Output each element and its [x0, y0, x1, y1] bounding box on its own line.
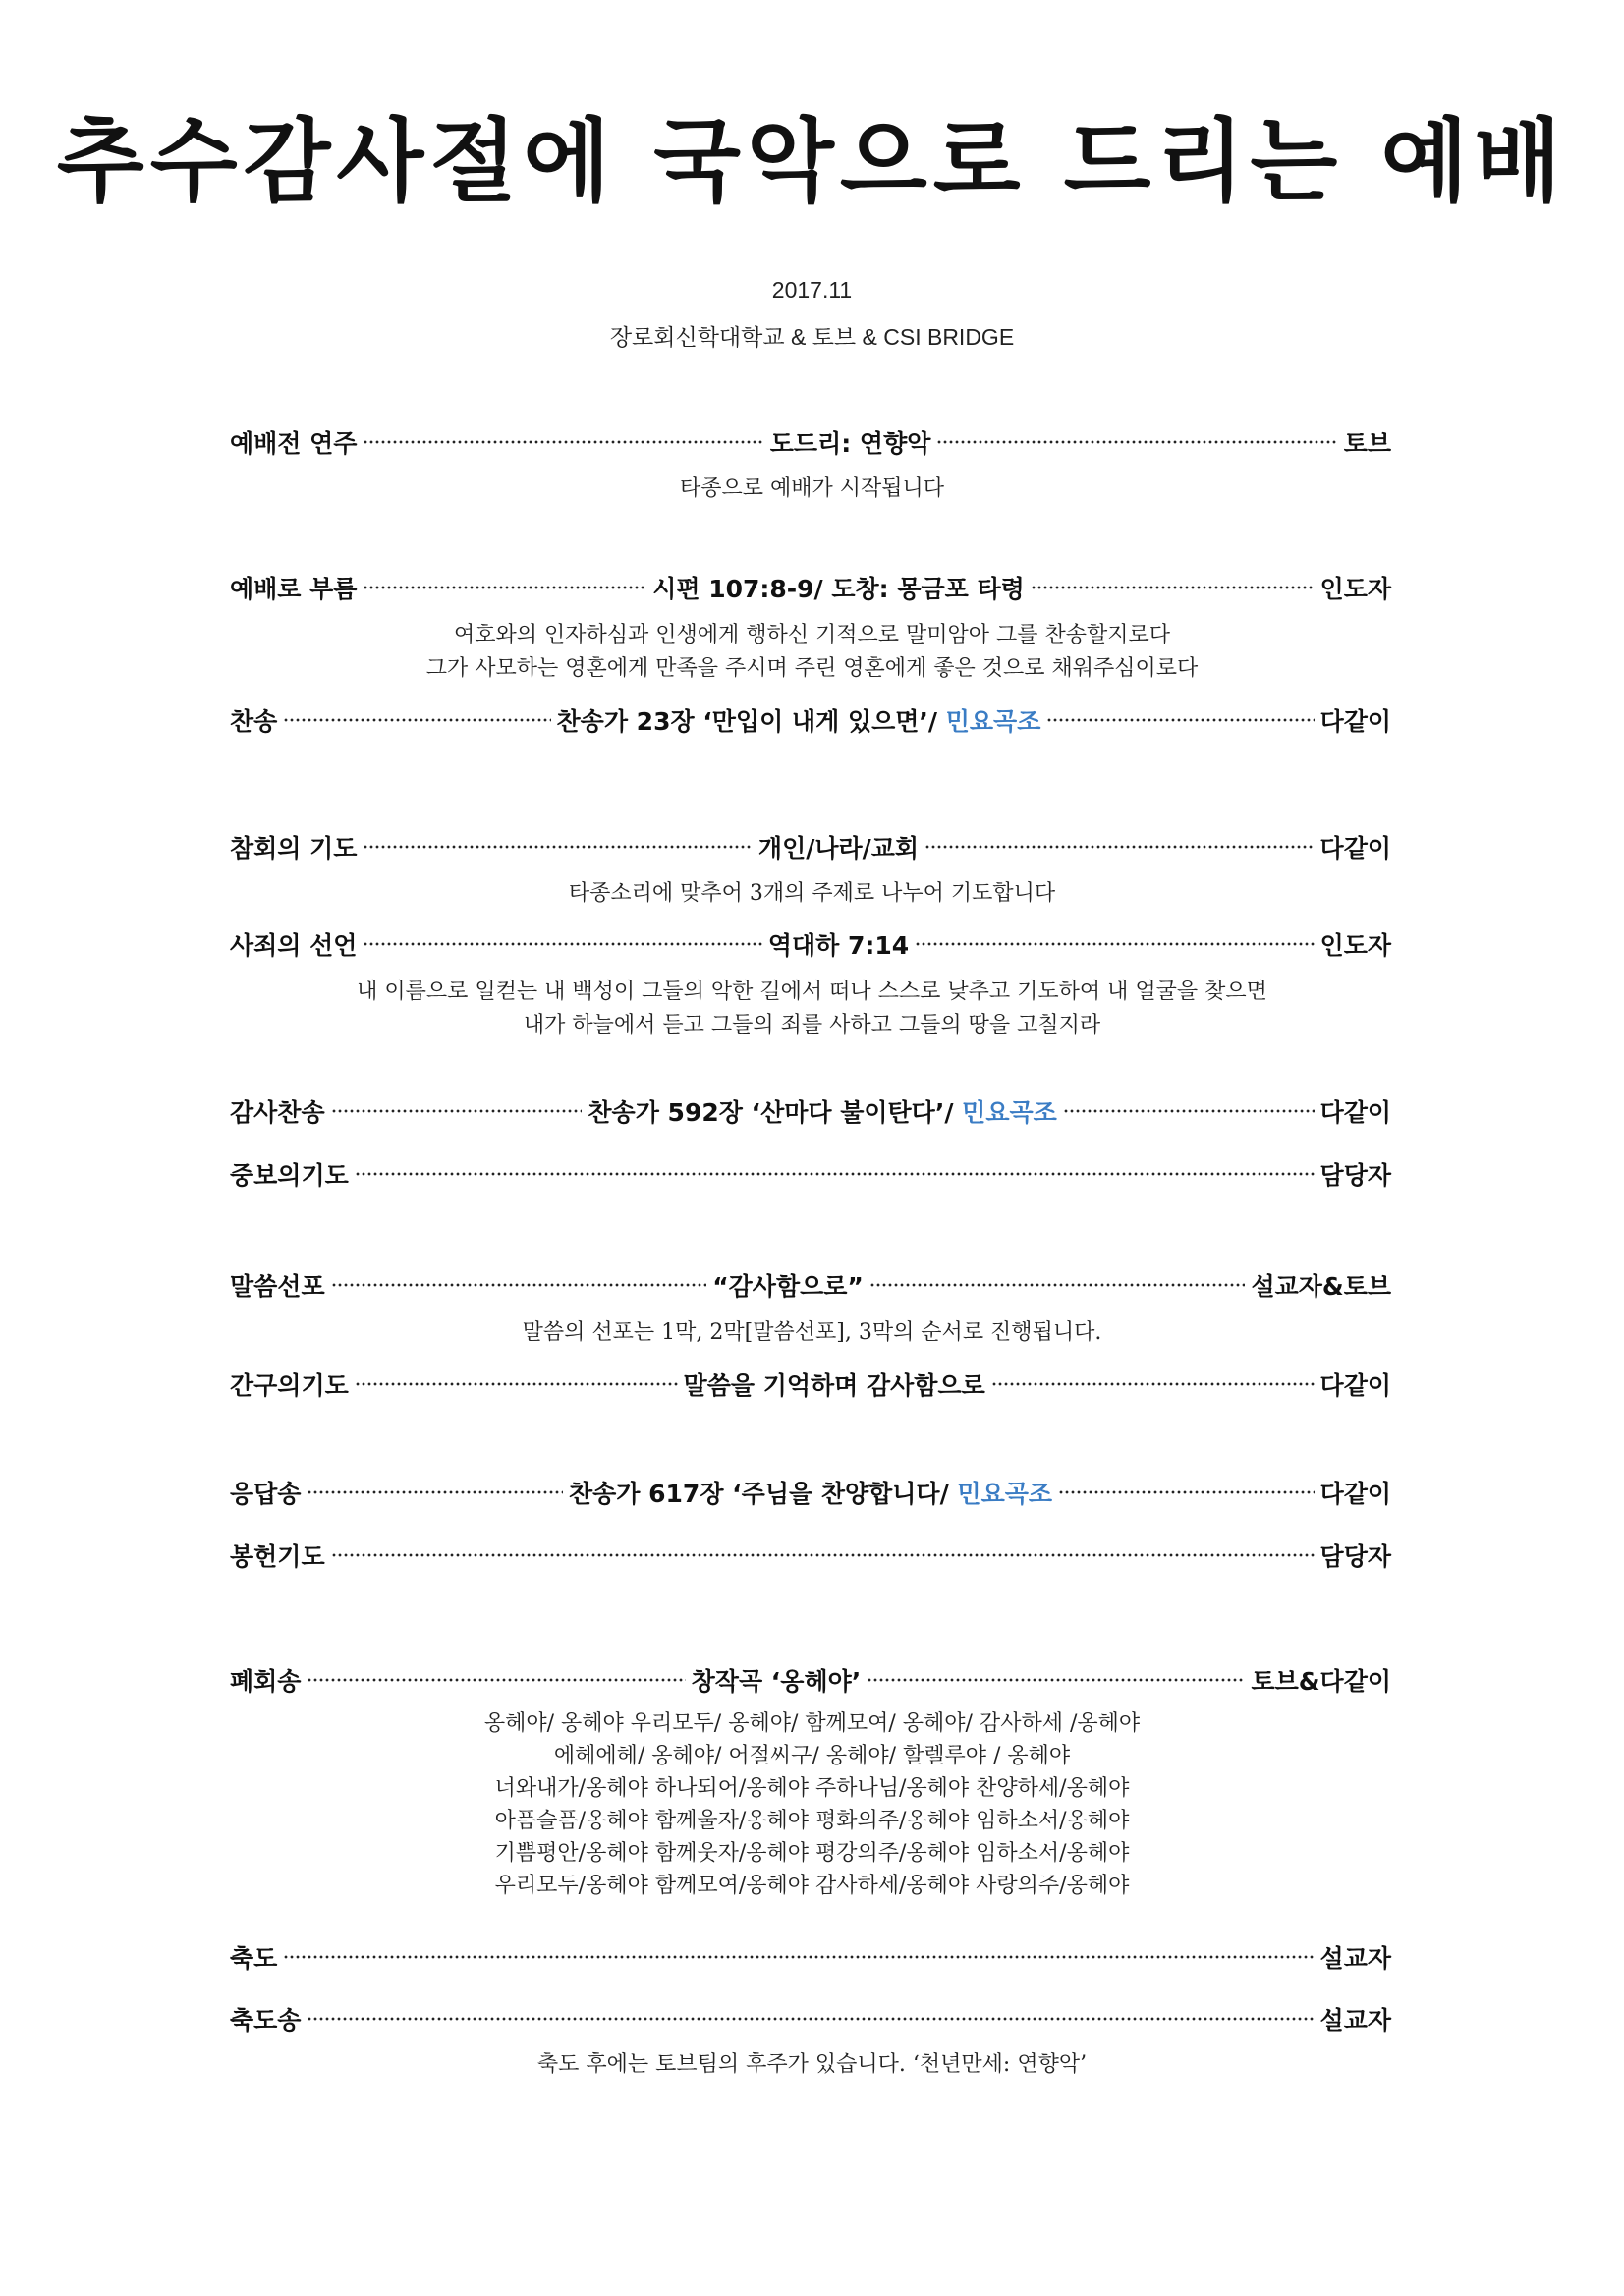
- lyrics-line: 에헤에헤/ 옹헤야/ 어절씨구/ 옹헤야/ 할렐루야 / 옹헤야: [553, 1744, 1071, 1768]
- item-note: 축도 후에는 토브팀의 후주가 있습니다. ‘천년만세: 연향악’: [536, 2052, 1088, 2077]
- lyrics-line: 너와내가/옹헤야 하나되어/옹헤야 주하나님/옹헤야 찬양하세/옹헤야: [494, 1776, 1130, 1801]
- dot-leader: [363, 941, 761, 947]
- item-label: 감사찬송: [230, 1098, 325, 1127]
- folk-tune-tag: 민요곡조: [945, 707, 1041, 736]
- item-leader: 다같이: [1319, 1098, 1392, 1127]
- dot-leader: [1046, 717, 1314, 723]
- dot-leader: [355, 1171, 1315, 1177]
- item-leader: 담당자: [1319, 1161, 1391, 1190]
- item-content: 말씀을 기억하며 감사함으로: [683, 1372, 985, 1400]
- item-leader: 토브&다같이: [1251, 1667, 1391, 1696]
- dot-leader: [331, 1282, 707, 1288]
- order-item-offering-prayer: [230, 1536, 1391, 1575]
- song-lyrics: [0, 1708, 1624, 1902]
- item-content: [569, 1475, 1052, 1510]
- dot-leader: [283, 717, 550, 723]
- item-leader: 인도자: [1319, 931, 1392, 960]
- order-item-prelude: [230, 422, 1391, 462]
- order-item-petition: [230, 1365, 1391, 1404]
- item-leader: 다같이: [1319, 1372, 1391, 1400]
- dot-leader: [991, 1381, 1315, 1387]
- item-leader: 다같이: [1319, 834, 1391, 863]
- item-note: 타종소리에 맞추어 3개의 주제로 나누어 기도합니다: [568, 881, 1056, 906]
- order-item-sermon: [230, 1265, 1391, 1305]
- page-title: 추수감사절에 국악으로 드리는 예배: [56, 109, 1568, 214]
- hymn-title: 찬송가 617장 ‘주님을 찬양합니다/: [568, 1480, 958, 1508]
- item-label: 폐회송: [230, 1667, 302, 1696]
- order-item-call-to-worship: [230, 568, 1391, 607]
- dot-leader: [1058, 1489, 1315, 1495]
- dot-leader: [869, 1282, 1246, 1288]
- scripture-line: 여호와의 인자하심과 인생에게 행하신 기적으로 말미암아 그를 찬송할지로다: [453, 623, 1171, 647]
- dot-leader: [283, 1954, 1314, 1960]
- item-leader: 다같이: [1319, 1480, 1392, 1508]
- dot-leader: [363, 844, 752, 850]
- dot-leader: [936, 439, 1337, 445]
- item-content: 역대하 7:14: [767, 931, 910, 960]
- sermon-title: “감사함으로”: [712, 1272, 864, 1301]
- item-content: [557, 702, 1041, 738]
- item-leader: 다같이: [1319, 707, 1392, 736]
- item-leader: 인도자: [1319, 575, 1392, 603]
- order-item-benediction: [230, 1937, 1391, 1977]
- dot-leader: [915, 941, 1314, 947]
- dot-leader: [331, 1552, 1315, 1558]
- order-item-thanksgiving-hymn: [230, 1092, 1391, 1131]
- dot-leader: [867, 1677, 1245, 1683]
- item-label: 간구의기도: [230, 1372, 349, 1400]
- item-label: 응답송: [230, 1480, 302, 1508]
- item-label: 예배로 부름: [230, 575, 358, 603]
- hymn-title: 찬송가 23장 ‘만입이 내게 있으면’/: [556, 707, 946, 736]
- scripture-line: 내가 하늘에서 듣고 그들의 죄를 사하고 그들의 땅을 고칠지라: [523, 1013, 1101, 1037]
- organizers-line: 장로회신학대학교 & 토브 & CSI BRIDGE: [609, 324, 1015, 350]
- item-note: 말씀의 선포는 1막, 2막[말씀선포], 3막의 순서로 진행됩니다.: [522, 1320, 1102, 1345]
- dot-leader: [307, 1677, 685, 1683]
- folk-tune-tag: 민요곡조: [962, 1098, 1057, 1127]
- dot-leader: [307, 1489, 563, 1495]
- item-leader: 설교자: [1319, 1944, 1391, 1973]
- item-label: 축도송: [230, 2006, 302, 2035]
- order-item-response-song: [230, 1473, 1391, 1512]
- scripture-line: 그가 사모하는 영혼에게 만족을 주시며 주린 영혼에게 좋은 것으로 채워주심이로다: [425, 656, 1199, 681]
- lyrics-line: 아픔슬픔/옹헤야 함께울자/옹헤야 평화의주/옹헤야 임하소서/옹헤야: [494, 1809, 1130, 1833]
- item-leader: 담당자: [1319, 1542, 1391, 1571]
- dot-leader: [307, 2016, 1314, 2022]
- item-content: 개인/나라/교회: [757, 834, 920, 863]
- dot-leader: [331, 1108, 583, 1114]
- order-item-intercession: [230, 1154, 1391, 1194]
- item-leader: 토브: [1343, 429, 1392, 458]
- item-leader: 설교자&토브: [1251, 1272, 1392, 1301]
- hymn-title: 찬송가 592장 ‘산마다 불이탄다’/: [588, 1098, 963, 1127]
- item-label: 중보의기도: [230, 1161, 349, 1190]
- item-label: 참회의 기도: [230, 834, 358, 863]
- dot-leader: [363, 585, 646, 590]
- item-label: 찬송: [230, 707, 278, 736]
- order-item-benediction-song: [230, 1999, 1391, 2039]
- item-content: 창작곡 ‘옹헤야’: [691, 1667, 862, 1696]
- item-leader: 설교자: [1319, 2006, 1391, 2035]
- order-item-closing-song: [230, 1660, 1391, 1700]
- lyrics-line: 우리모두/옹헤야 함께모여/옹헤야 감사하세/옹헤야 사랑의주/옹헤야: [494, 1874, 1130, 1898]
- dot-leader: [1063, 1108, 1315, 1114]
- lyrics-line: 기쁨평안/옹헤야 함께웃자/옹헤야 평강의주/옹헤야 임하소서/옹헤야: [494, 1841, 1130, 1866]
- item-note: 타종으로 예배가 시작됩니다: [679, 476, 944, 501]
- item-content: 도드리: 연향악: [769, 429, 931, 458]
- item-label: 예배전 연주: [230, 429, 358, 458]
- item-content: [588, 1093, 1056, 1129]
- lyrics-line: 옹헤야/ 옹헤야 우리모두/ 옹헤야/ 함께모여/ 옹헤야/ 감사하세 /옹헤야: [483, 1711, 1141, 1736]
- order-item-repentance: [230, 827, 1391, 867]
- dot-leader: [1031, 585, 1315, 590]
- dot-leader: [924, 844, 1314, 850]
- dot-leader: [355, 1381, 678, 1387]
- order-item-absolution: [230, 924, 1391, 964]
- date-line: 2017.11: [771, 277, 853, 303]
- order-item-hymn: [230, 700, 1391, 740]
- item-label: 봉헌기도: [230, 1542, 325, 1571]
- item-label: 사죄의 선언: [230, 931, 358, 960]
- folk-tune-tag: 민요곡조: [957, 1480, 1053, 1508]
- item-label: 축도: [230, 1944, 278, 1973]
- item-content: 시편 107:8-9/ 도창: 몽금포 타령: [652, 575, 1025, 603]
- item-label: 말씀선포: [230, 1272, 325, 1301]
- dot-leader: [363, 439, 763, 445]
- scripture-line: 내 이름으로 일컫는 내 백성이 그들의 악한 길에서 떠나 스스로 낮추고 기도하여 내 얼굴을 찾으면: [357, 980, 1267, 1004]
